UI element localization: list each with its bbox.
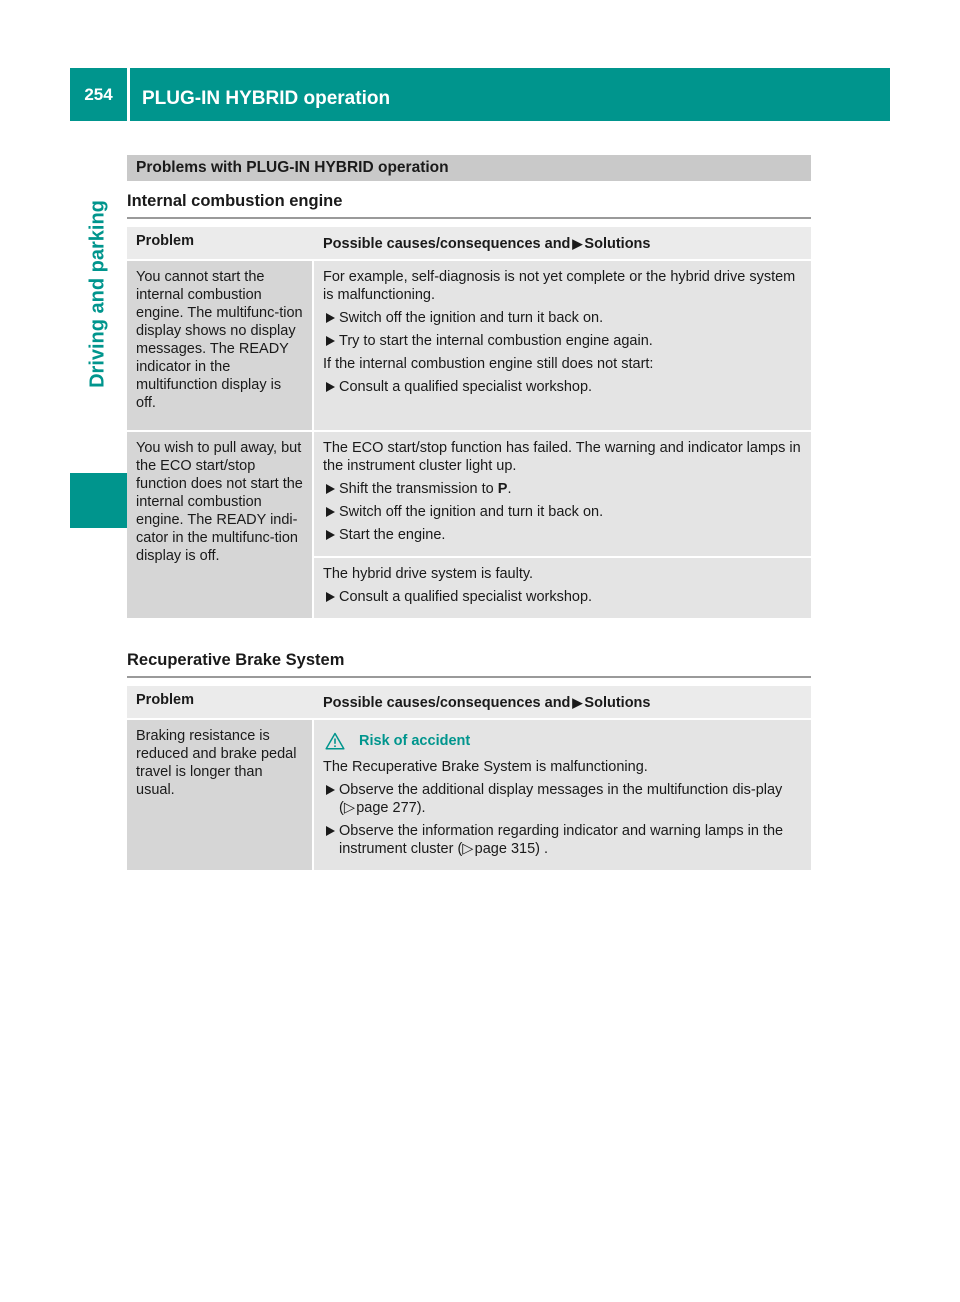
warning-label: Risk of accident (359, 733, 471, 749)
cause-text: The Recuperative Brake System is malfunctioning. (323, 759, 648, 775)
table-row (127, 432, 811, 558)
solutions-header-prefix: Possible causes/consequences and (323, 695, 571, 711)
action-step: Consult a qualified specialist workshop. (323, 588, 802, 606)
side-tab-marker (70, 473, 127, 528)
page-ref-arrow-icon: ▷ (462, 841, 475, 857)
cause-text: For example, self-diagnosis is not yet complete or the hybrid drive system is malfunctioning. (323, 269, 796, 303)
problem-column-header: Problem (127, 686, 314, 720)
play-arrow-icon: ▶ (572, 236, 583, 251)
rbs-troubleshooting-table (127, 686, 811, 872)
action-step: Consult a qualified specialist workshop. (323, 378, 802, 396)
action-step: Try to start the internal combustion engine again. (323, 332, 802, 350)
solutions-column-header (314, 227, 811, 261)
page-reference: page 277). (356, 800, 426, 816)
step-text: Observe the information regarding indicator and warning lamps in the instrument cluster ( (339, 823, 784, 857)
action-step (323, 822, 802, 858)
page-ref-arrow-icon: ▷ (343, 800, 357, 816)
table-row (127, 720, 811, 872)
gear-position: P (497, 481, 508, 497)
solution-cell (314, 432, 811, 558)
solutions-column-header (314, 686, 811, 720)
solution-cell (314, 558, 811, 620)
problem-cell: You wish to pull away, but the ECO start/stop function does not start the internal combustion engine. The READY indi-cator in the multifunc-tion display is off. (127, 432, 314, 620)
problem-cell: You cannot start the internal combustion engine. The multifunc-tion display shows no display messages. The READY indicator in the multifunction display is off. (127, 261, 314, 432)
page-number: 254 (84, 85, 113, 104)
main-content (127, 155, 811, 872)
action-step (323, 480, 802, 498)
page-header (70, 68, 890, 121)
step-text: Shift the transmission to (339, 481, 494, 497)
problem-column-header: Problem (127, 227, 314, 261)
ice-troubleshooting-table (127, 227, 811, 620)
table-row (127, 261, 811, 432)
side-tab-label: Driving and parking (86, 200, 109, 388)
section-title: Problems with PLUG-IN HYBRID operation (127, 155, 811, 181)
ice-heading: Internal combustion engine (127, 181, 811, 219)
play-arrow-icon: ▶ (572, 695, 583, 710)
solutions-header-suffix: Solutions (584, 236, 651, 252)
warning-triangle-icon (325, 732, 345, 750)
step-text: Observe the additional display messages in the multifunction dis-play ( (339, 782, 783, 816)
solutions-header-prefix: Possible causes/consequences and (323, 236, 571, 252)
step-punctuation: . (507, 481, 512, 497)
solution-cell (314, 261, 811, 432)
page-reference: page 315) . (474, 841, 549, 857)
action-step: Start the engine. (323, 526, 802, 544)
action-step (323, 781, 802, 817)
chapter-title: PLUG-IN HYBRID operation (142, 88, 391, 109)
side-tab (70, 121, 127, 528)
cause-text: The hybrid drive system is faulty. (323, 566, 534, 582)
header-divider (127, 68, 130, 121)
problem-cell: Braking resistance is reduced and brake pedal travel is longer than usual. (127, 720, 314, 872)
solution-cell (314, 720, 811, 872)
cause-text: The ECO start/stop function has failed. The warning and indicator lamps in the instrument cluster light up. (323, 440, 801, 474)
rbs-heading: Recuperative Brake System (127, 640, 811, 678)
table-header-row (127, 227, 811, 261)
note-text: If the internal combustion engine still does not start: (323, 356, 654, 372)
action-step: Switch off the ignition and turn it back on. (323, 309, 802, 327)
warning-heading (323, 732, 802, 750)
action-step: Switch off the ignition and turn it back on. (323, 503, 802, 521)
table-header-row (127, 686, 811, 720)
solutions-header-suffix: Solutions (584, 695, 651, 711)
